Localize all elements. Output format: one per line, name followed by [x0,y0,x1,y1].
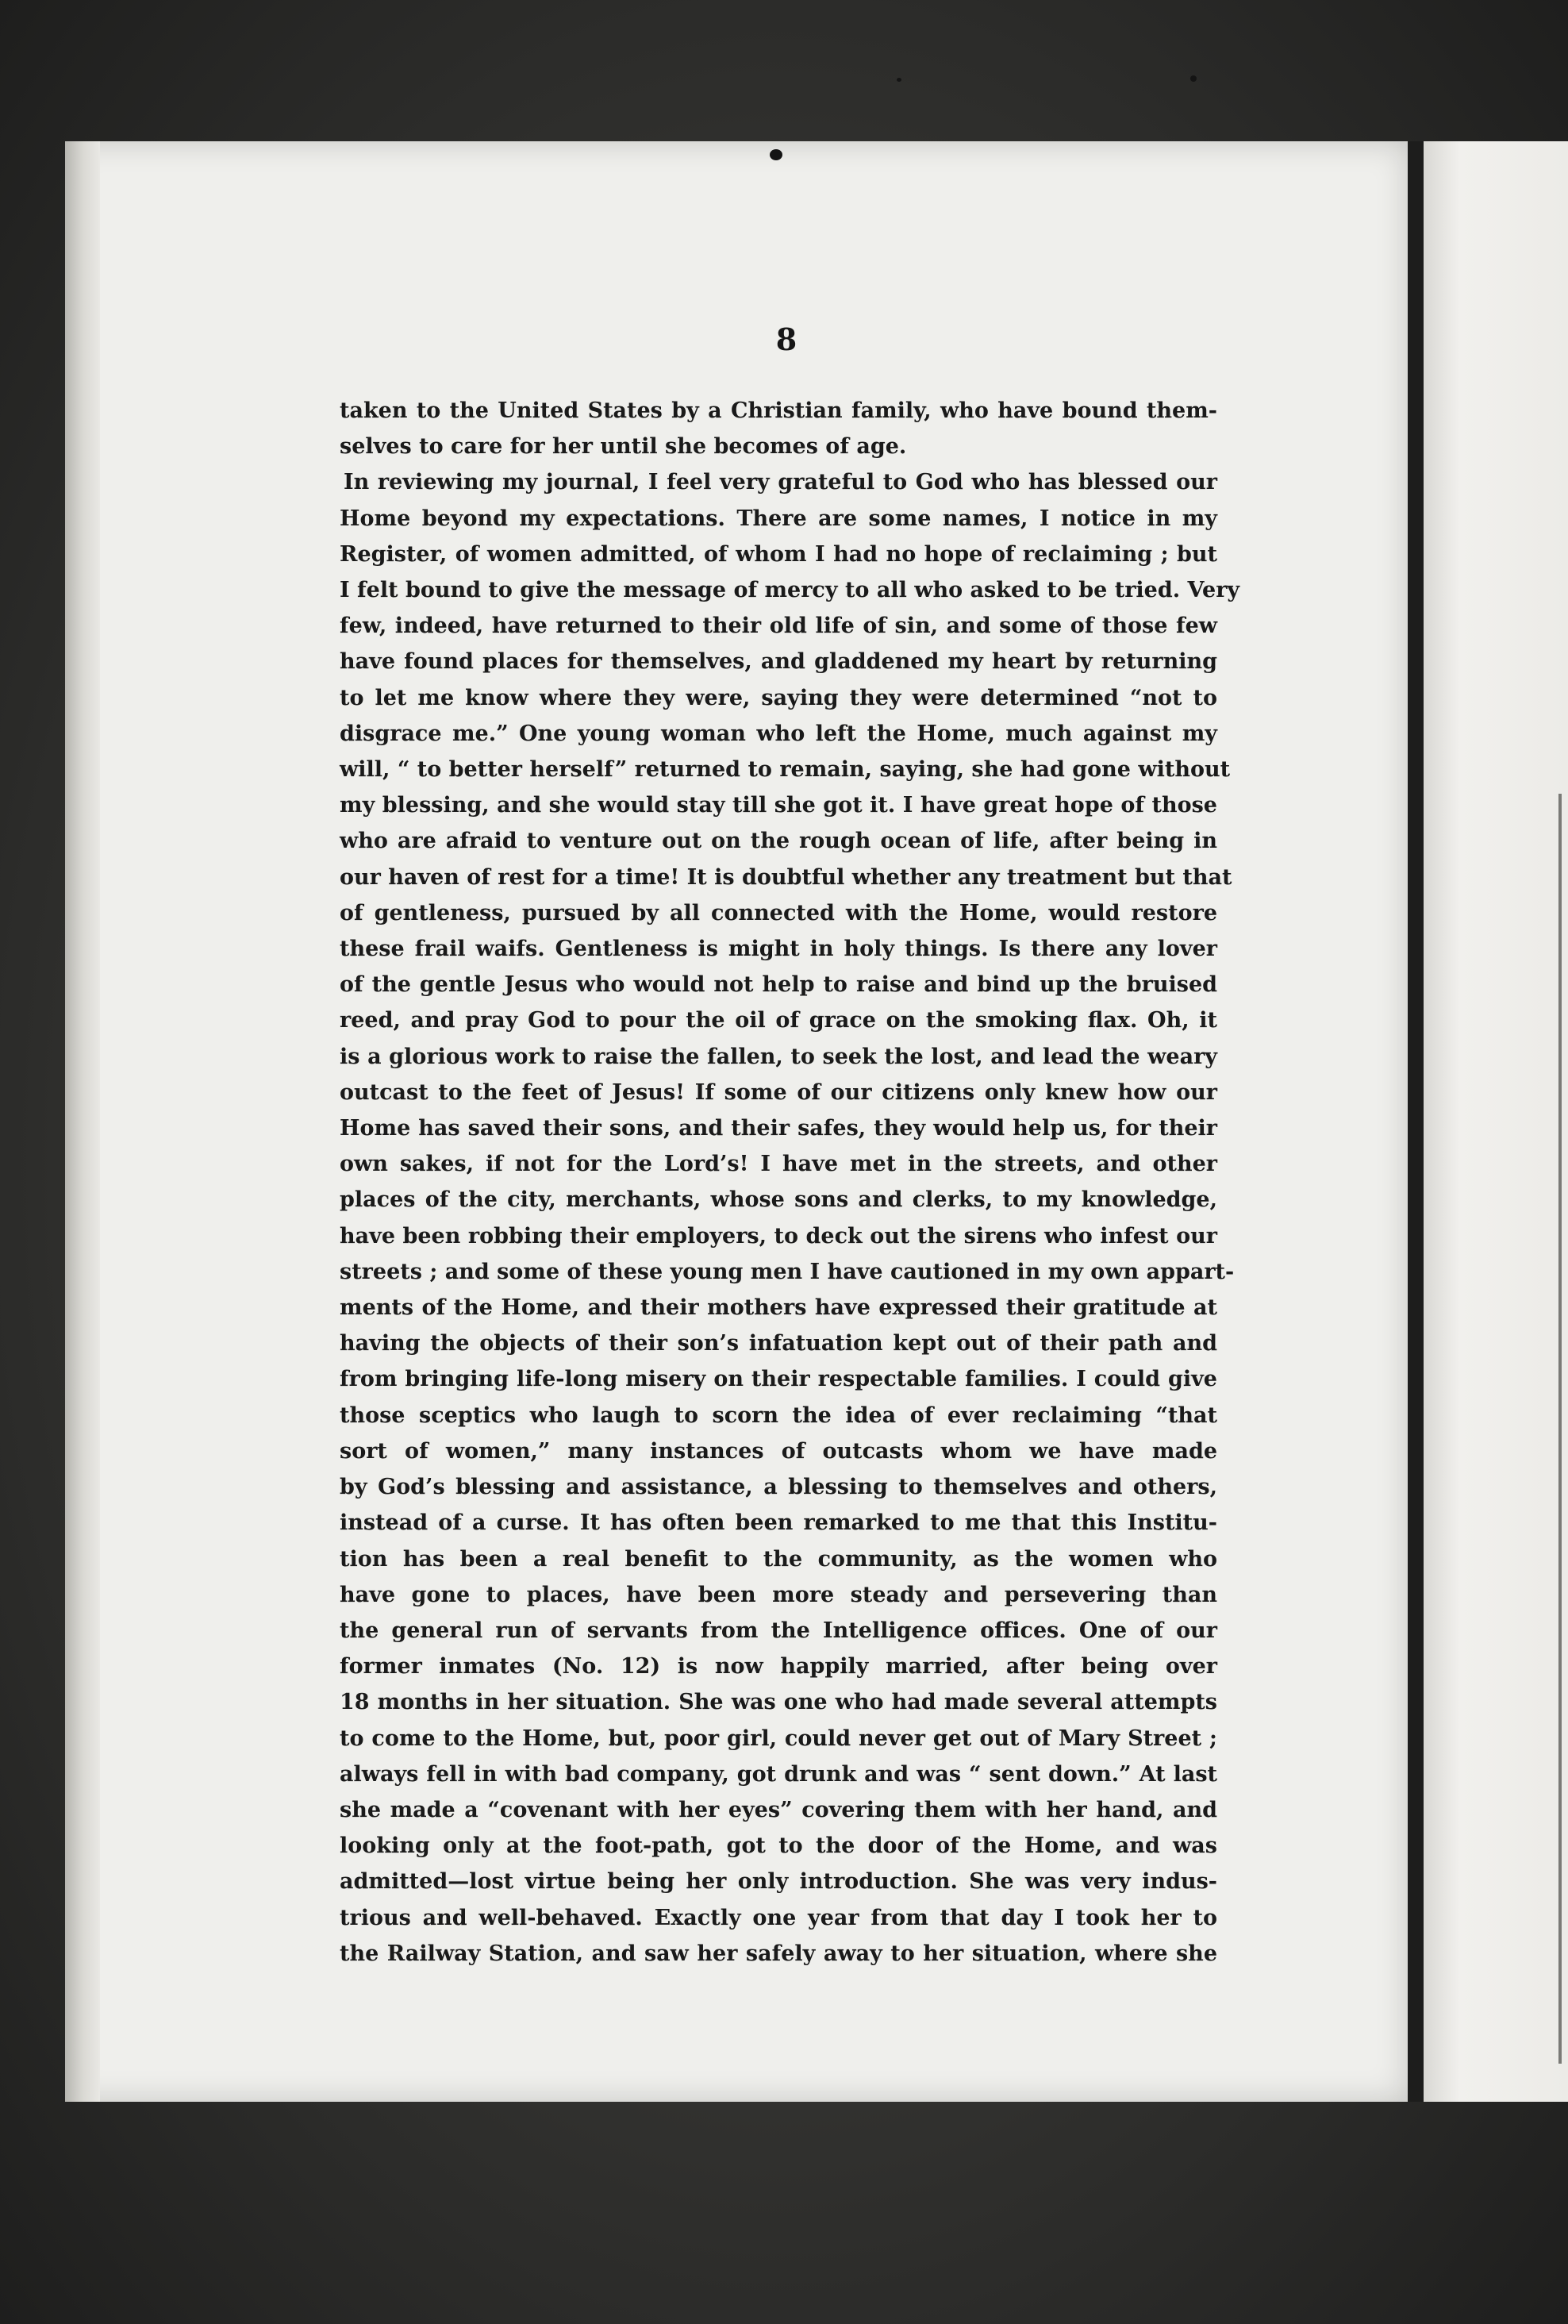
text-line: is a glorious work to raise the fallen, to seek the lost, and lead the weary [340,1044,1217,1069]
text-line: to come to the Home, but, poor girl, could never get out of Mary Street ; [340,1726,1217,1751]
text-line: outcast to the feet of Jesus! If some of our citizens only knew how our [340,1079,1217,1105]
text-line: I felt bound to give the message of mercy to all who asked to be tried. Very [340,578,1240,603]
film-speck [897,78,901,82]
text-line: those sceptics who laugh to scorn the idea of ever reclaiming “that [340,1402,1217,1428]
text-line: these frail waifs. Gentleness is might in holy things. Is there any lover [340,937,1217,962]
text-line: will, “ to better herself” returned to remain, saying, she had gone without [340,757,1231,783]
text-line: Home beyond my expectations. There are some names, I notice in my [340,506,1217,531]
text-line: she made a “covenant with her eyes” covering them with her hand, and [340,1797,1217,1822]
text-line: instead of a curse. It has often been remarked to me that this Institu- [340,1510,1217,1536]
right-page-edge [1424,141,1568,2102]
text-line: Register, of women admitted, of whom I had no hope of reclaiming ; but [340,541,1217,567]
text-line: of gentleness, pursued by all connected with the Home, would restore [340,900,1217,925]
body-text [340,393,1240,1972]
text-line: trious and well-behaved. Exactly one year from that day I took her to [340,1905,1217,1930]
text-line: Home has saved their sons, and their safes, they would help us, for their [340,1116,1217,1141]
text-line: 18 months in her situation. She was one who had made several attempts [340,1690,1217,1715]
text-line: selves to care for her until she becomes of age. [340,434,907,460]
text-line: to let me know where they were, saying they were determined “not to [340,685,1217,710]
text-line: who are afraid to venture out on the rough ocean of life, after being in [340,829,1217,854]
text-line: our haven of rest for a time! It is doubtful whether any treatment but that [340,864,1232,890]
text-line: of the gentle Jesus who would not help to raise and bind up the bruised [340,972,1217,998]
text-line: places of the city, merchants, whose sons and clerks, to my knowledge, [340,1187,1217,1213]
text-line: have been robbing their employers, to deck out the sirens who infest our [340,1223,1217,1249]
book-gutter [1408,141,1424,2102]
text-line: the general run of servants from the Intelligence offices. One of our [340,1618,1217,1643]
text-line: looking only at the foot-path, got to the door of the Home, and was [340,1833,1217,1859]
text-line: disgrace me.” One young woman who left the Home, much against my [340,721,1217,746]
text-line: have gone to places, have been more steady and persevering than [340,1582,1217,1607]
text-line: having the objects of their son’s infatuation kept out of their path and [340,1331,1217,1356]
text-line: by God’s blessing and assistance, a blessing to themselves and others, [340,1475,1217,1500]
text-line: taken to the United States by a Christian family, who have bound them- [340,398,1217,423]
page-number: 8 [775,321,797,357]
text-line: my blessing, and she would stay till she got it. I have great hope of those [340,793,1217,818]
text-line: In reviewing my journal, I feel very grateful to God who has blessed our [344,470,1217,495]
text-line: sort of women,” many instances of outcasts whom we have made [340,1438,1217,1464]
text-line: tion has been a real benefit to the community, as the women who [340,1546,1217,1572]
text-line: few, indeed, have returned to their old life of sin, and some of those few [340,614,1217,639]
right-page-rule [1558,794,1562,2064]
text-line: admitted—lost virtue being her only introduction. She was very indus- [340,1869,1217,1895]
text-line: have found places for themselves, and gladdened my heart by returning [340,649,1217,675]
text-line: always fell in with bad company, got drunk and was “ sent down.” At last [340,1761,1217,1787]
text-line: from bringing life-long misery on their respectable families. I could give [340,1367,1217,1392]
text-line: ments of the Home, and their mothers have expressed their gratitude at [340,1295,1217,1321]
film-speck [770,149,782,160]
page-edge [65,141,100,2102]
text-line: streets ; and some of these young men I have cautioned in my own appart- [340,1259,1235,1284]
text-line: the Railway Station, and saw her safely away to her situation, where she [340,1941,1217,1966]
text-line: own sakes, if not for the Lord’s! I have met in the streets, and other [340,1152,1217,1177]
film-speck [1190,75,1197,82]
text-line: former inmates (No. 12) is now happily married, after being over [340,1654,1217,1680]
text-line: reed, and pray God to pour the oil of grace on the smoking flax. Oh, it [340,1008,1217,1033]
